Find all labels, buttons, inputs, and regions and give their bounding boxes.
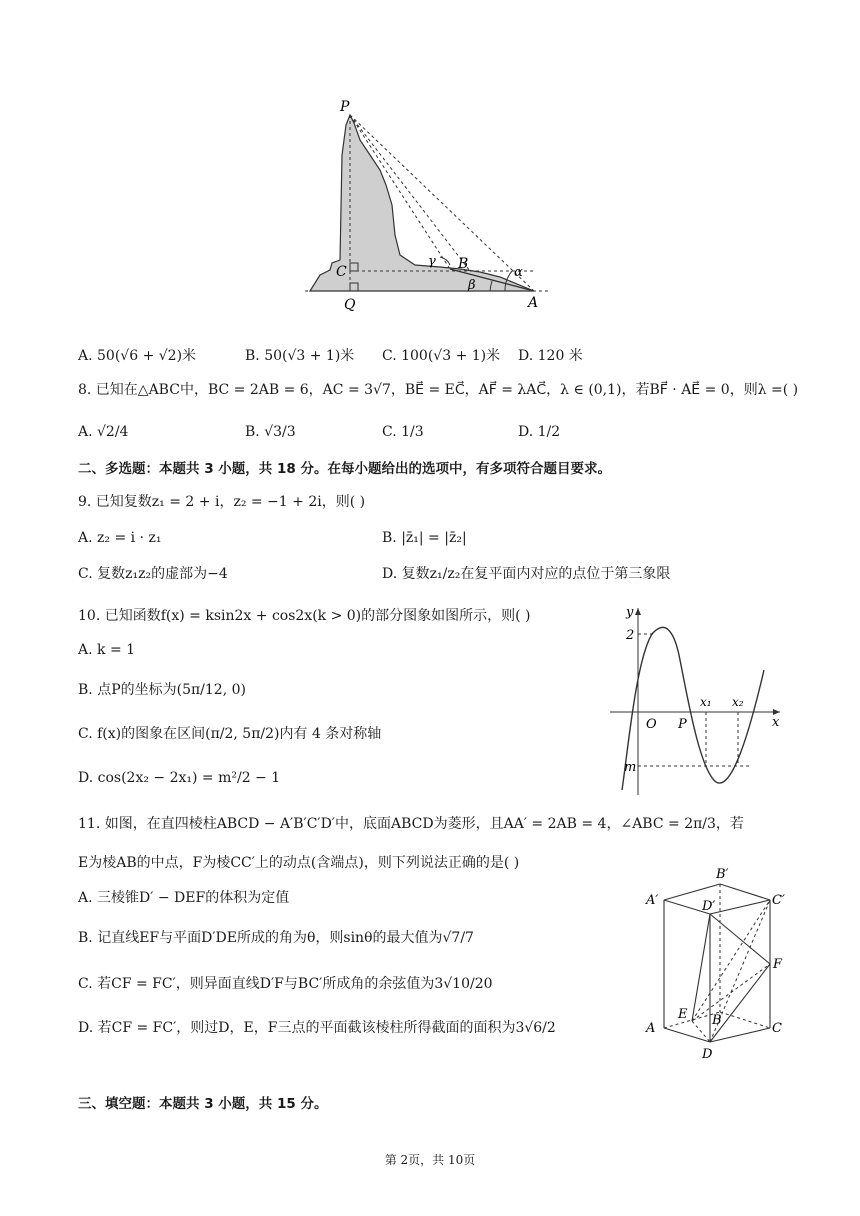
q8-option-c: C. 1/3 bbox=[382, 424, 424, 440]
label-C: C bbox=[336, 264, 347, 280]
q9-stem: 9. 已知复数z₁ = 2 + i，z₂ = −1 + 2i，则( ) bbox=[78, 494, 366, 510]
page-footer: 第 2页，共 10页 bbox=[384, 1153, 476, 1167]
q8-option-d: D. 1/2 bbox=[518, 424, 561, 440]
q10-option-a: A. k = 1 bbox=[78, 642, 136, 658]
label-2: 2 bbox=[626, 628, 635, 643]
label-gamma: γ bbox=[428, 254, 436, 269]
q10-option-d: D. cos(2x₂ − 2x₁) = m²/2 − 1 bbox=[78, 770, 281, 786]
q7-option-d: D. 120 米 bbox=[518, 348, 583, 364]
label-A: A bbox=[528, 295, 539, 311]
label-m: m bbox=[624, 760, 637, 775]
q11-option-d: D. 若CF = FC′，则过D，E，F三点的平面截该棱柱所得截面的面积为3√6/2 bbox=[78, 1020, 556, 1036]
q11-option-b: B. 记直线EF与平面D′DE所成的角为θ，则sinθ的最大值为√7/7 bbox=[78, 930, 474, 946]
q9-option-d: D. 复数z₁/z₂在复平面内对应的点位于第三象限 bbox=[382, 566, 671, 582]
label-F: F bbox=[773, 957, 783, 972]
q8-option-a: A. √2/4 bbox=[78, 424, 129, 440]
mountain-figure bbox=[300, 95, 560, 315]
label-P: P bbox=[678, 717, 687, 732]
q9-option-b: B. |z̄₁| = |z̄₂| bbox=[382, 530, 467, 546]
label-B-prime: B′ bbox=[716, 867, 729, 882]
q11-stem-line1: 11. 如图，在直四棱柱ABCD − A′B′C′D′中，底面ABCD为菱形，且AA′ = 2AB = 4，∠ABC = 2π/3，若 bbox=[78, 816, 744, 832]
label-D: D bbox=[702, 1047, 713, 1062]
q8-option-b: B. √3/3 bbox=[245, 424, 296, 440]
label-alpha: α bbox=[514, 265, 523, 280]
label-B: B bbox=[712, 1013, 722, 1028]
label-y: y bbox=[626, 605, 634, 620]
q7-option-b: B. 50(√3 + 1)米 bbox=[245, 348, 355, 364]
label-B: B bbox=[458, 256, 469, 272]
q10-option-c: C. f(x)的图象在区间(π/2, 5π/2)内有 4 条对称轴 bbox=[78, 726, 382, 742]
function-graph-figure bbox=[600, 600, 790, 800]
section-2-heading: 二、多选题：本题共 3 小题，共 18 分。在每小题给出的选项中，有多项符合题目要求。 bbox=[78, 461, 611, 477]
label-C: C bbox=[772, 1021, 782, 1036]
q9-option-a: A. z₂ = i · z₁ bbox=[78, 530, 162, 546]
label-D-prime: D′ bbox=[702, 899, 716, 914]
label-O: O bbox=[646, 717, 657, 732]
q7-option-c: C. 100(√3 + 1)米 bbox=[382, 348, 501, 364]
q10-option-b: B. 点P的坐标为(5π/12, 0) bbox=[78, 682, 246, 698]
label-E: E bbox=[678, 1007, 688, 1022]
q8-stem: 8. 已知在△ABC中，BC = 2AB = 6，AC = 3√7，BE⃗ = EC⃗，AF⃗ = λAC⃗，λ ∈ (0,1)，若BF⃗ · AE⃗ = 0，则λ =( ) bbox=[78, 382, 799, 398]
section-3-heading: 三、填空题：本题共 3 小题，共 15 分。 bbox=[78, 1096, 328, 1112]
q7-option-a: A. 50(√6 + √2)米 bbox=[78, 348, 197, 364]
label-Q: Q bbox=[344, 297, 356, 313]
q11-option-a: A. 三棱锥D′ − DEF的体积为定值 bbox=[78, 890, 290, 906]
label-P: P bbox=[340, 99, 350, 115]
label-beta: β bbox=[468, 278, 476, 293]
label-x1: x₁ bbox=[700, 695, 712, 709]
label-x2: x₂ bbox=[732, 695, 744, 709]
label-A: A bbox=[646, 1021, 656, 1036]
q10-stem: 10. 已知函数f(x) = ksin2x + cos2x(k > 0)的部分图象如图所示，则( ) bbox=[78, 608, 531, 624]
q11-stem-line2: E为棱AB的中点，F为棱CC′上的动点(含端点)，则下列说法正确的是( ) bbox=[78, 855, 520, 871]
q9-option-c: C. 复数z₁z₂的虚部为−4 bbox=[78, 566, 228, 582]
label-x: x bbox=[772, 715, 780, 730]
prism-figure bbox=[640, 862, 800, 1067]
label-C-prime: C′ bbox=[772, 893, 785, 908]
q11-option-c: C. 若CF = FC′，则异面直线D′F与BC′所成角的余弦值为3√10/20 bbox=[78, 976, 493, 992]
label-A-prime: A′ bbox=[646, 893, 659, 908]
